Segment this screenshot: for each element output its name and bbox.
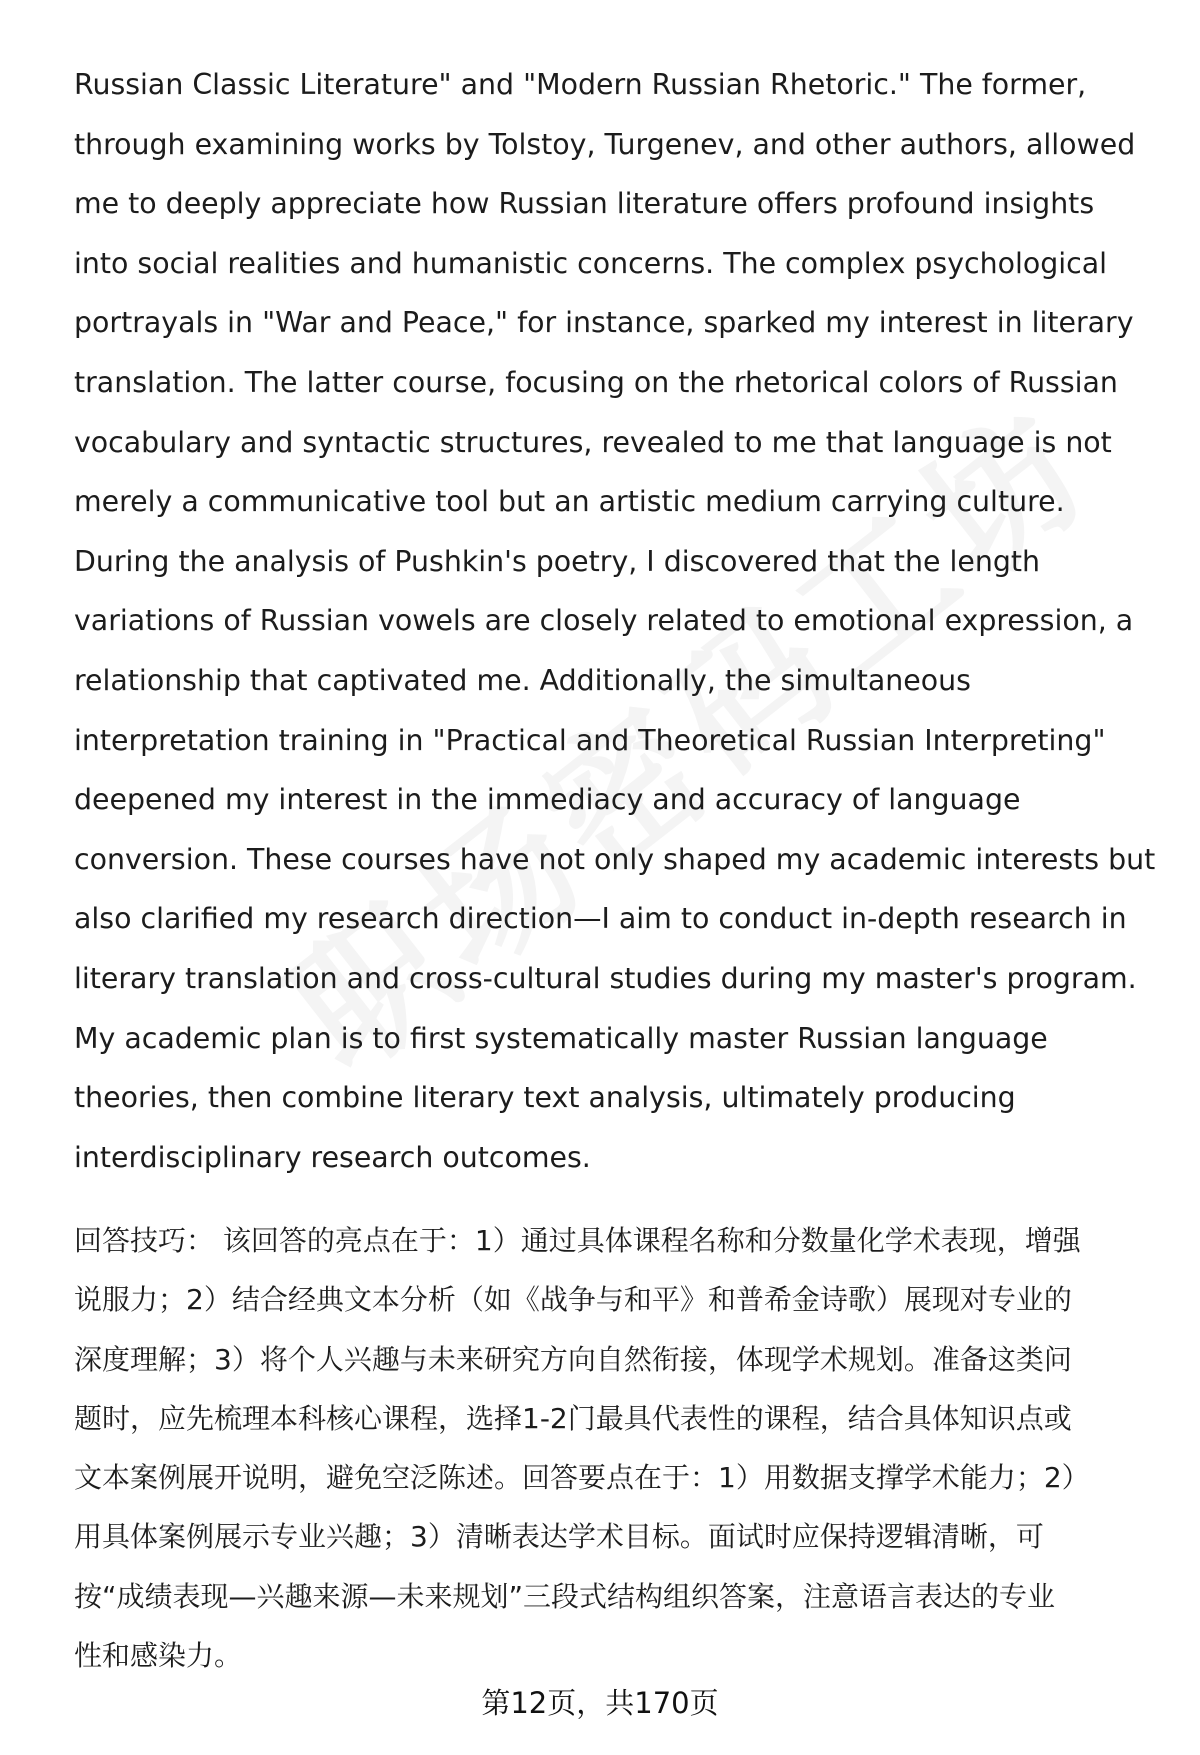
tips-line: 回答技巧： 该回答的亮点在于：1）通过具体课程名称和分数量化学术表现，增强: [74, 1224, 1081, 1257]
paragraph-line: variations of Russian vowels are closely related to emotional expression, a: [74, 604, 1134, 638]
paragraph-line: portrayals in "War and Peace," for instance, sparked my interest in literary: [74, 306, 1134, 340]
paragraph-line: relationship that captivated me. Additionally, the simultaneous: [74, 663, 971, 697]
paragraph-line: Russian Classic Literature" and "Modern Russian Rhetoric." The former,: [74, 68, 1087, 101]
paragraph-line: merely a communicative tool but an artistic medium carrying culture.: [74, 485, 1065, 519]
tips-line: 深度理解；3）将个人兴趣与未来研究方向自然衔接，体现学术规划。准备这类问: [74, 1342, 1072, 1376]
paragraph-line: also clarified my research direction—I aim to conduct in-depth research in: [74, 902, 1127, 936]
paragraph-line: interpretation training in "Practical and Theoretical Russian Interpreting": [74, 723, 1106, 757]
paragraph-line: conversion. These courses have not only shaped my academic interests but: [74, 842, 1156, 876]
paragraph-line: me to deeply appreciate how Russian literature offers profound insights: [74, 187, 1095, 221]
tips-line: 说服力；2）结合经典文本分析（如《战争与和平》和普希金诗歌）展现对专业的: [74, 1283, 1072, 1317]
tips-line: 按“成绩表现—兴趣来源—未来规划”三段式结构组织答案，注意语言表达的专业: [74, 1579, 1056, 1613]
answer-paragraph: [74, 55, 1154, 1187]
paragraph-line: My academic plan is to first systematically master Russian language: [74, 1021, 1048, 1055]
paragraph-line: vocabulary and syntactic structures, revealed to me that language is not: [74, 425, 1112, 459]
paragraph-line: into social realities and humanistic concerns. The complex psychological: [74, 246, 1108, 280]
page-number: 第12页，共170页: [481, 1686, 719, 1720]
tips-line: 题时，应先梳理本科核心课程，选择1-2门最具代表性的课程，结合具体知识点或: [74, 1401, 1072, 1435]
paragraph-line: theories, then combine literary text analysis, ultimately producing: [74, 1081, 1016, 1115]
paragraph-line: literary translation and cross-cultural studies during my master's program.: [74, 961, 1137, 995]
paragraph-line: During the analysis of Pushkin's poetry, I discovered that the length: [74, 544, 1040, 578]
paragraph-line: interdisciplinary research outcomes.: [74, 1140, 591, 1174]
paragraph-line: translation. The latter course, focusing on the rhetorical colors of Russian: [74, 365, 1118, 399]
tips-line: 用具体案例展示专业兴趣；3）清晰表达学术目标。面试时应保持逻辑清晰，可: [74, 1520, 1044, 1554]
tips-line: 文本案例展开说明，避免空泛陈述。回答要点在于：1）用数据支撑学术能力；2）: [74, 1461, 1090, 1495]
paragraph-line: through examining works by Tolstoy, Turgenev, and other authors, allowed: [74, 127, 1136, 161]
answer-tips: [74, 1211, 1154, 1685]
paragraph-line: deepened my interest in the immediacy and accuracy of language: [74, 783, 1021, 817]
tips-line: 性和感染力。: [74, 1639, 243, 1673]
